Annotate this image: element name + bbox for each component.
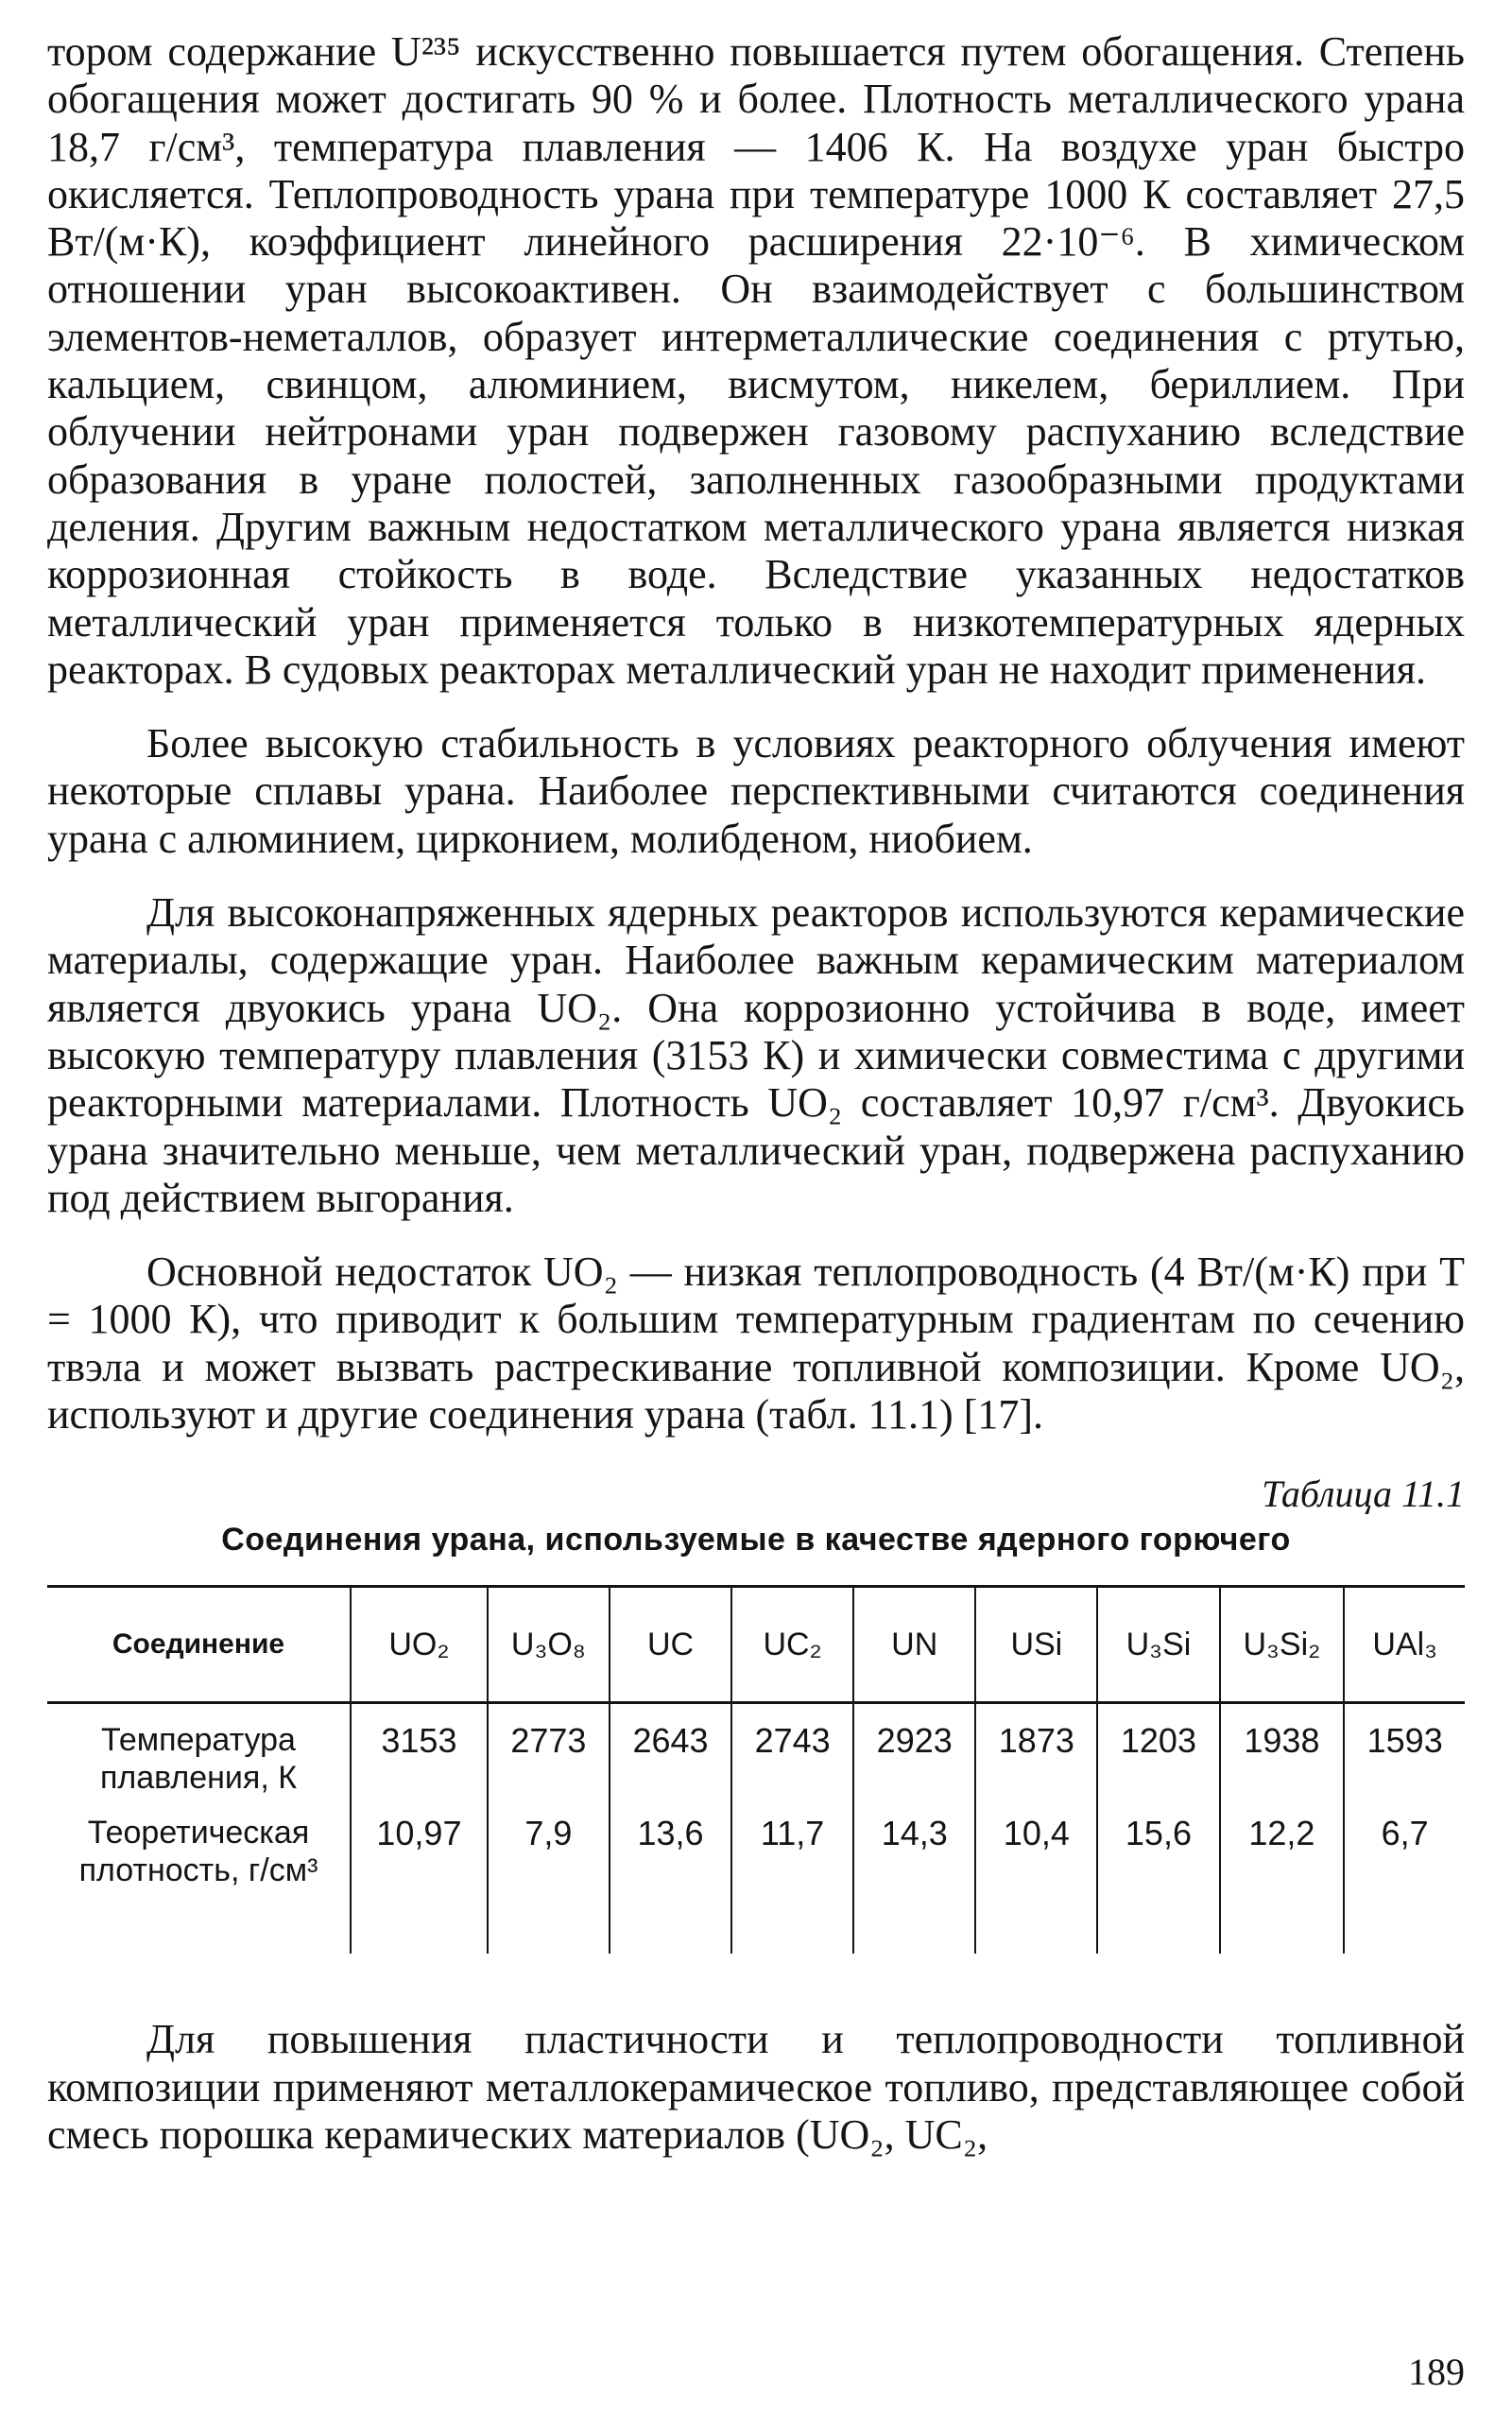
table-cell: 2643 <box>610 1703 731 1798</box>
header-col: U₃Si₂ <box>1220 1587 1345 1703</box>
table-cell: 2743 <box>731 1703 853 1798</box>
table-cell: 7,9 <box>488 1797 610 1889</box>
header-col: UN <box>853 1587 975 1703</box>
header-col: U₃O₈ <box>488 1587 610 1703</box>
table-cell: 1938 <box>1220 1703 1345 1798</box>
table-row-melting <box>47 1703 1465 1798</box>
paragraph-2: Более высокую стабильность в условиях реакторного облучения имеют некоторые сплавы урана. Наиболее перспективными считаются соединения урана с алюминием, цирконием, молибденом, ниобием. <box>47 720 1465 862</box>
table-header-row <box>47 1587 1465 1703</box>
spacer-cell <box>731 1889 853 1954</box>
table-cell: 2773 <box>488 1703 610 1798</box>
page-number: 189 <box>1408 2351 1465 2393</box>
table-cell: 1873 <box>975 1703 1097 1798</box>
spacer-cell <box>1344 1889 1465 1954</box>
spacer-cell <box>975 1889 1097 1954</box>
closing-paragraph: Для повышения пластичности и теплопроводности топливной композиции применяют металлокерамическое топливо, представляющее собой смесь порошка керамических материалов (UO₂, UC₂, <box>47 2016 1465 2158</box>
page-body <box>47 28 1465 2159</box>
table-title: Соединения урана, используемые в качестве ядерного горючего <box>221 1522 1291 1559</box>
spacer-cell <box>351 1889 488 1954</box>
header-col: UO₂ <box>351 1587 488 1703</box>
paragraph-4: Основной недостаток UO₂ — низкая теплопроводность (4 Вт/(м·К) при T = 1000 К), что приводит к большим температурным градиентам по сечению твэла и может вызвать растрескивание топливной композиции. Кроме UO₂, используют и другие соединения урана (табл. 11.1) [17]. <box>47 1249 1465 1438</box>
paragraph-1: тором содержание U²³⁵ искусственно повышается путем обогащения. Степень обогащения может достигать 90 % и более. Плотность металлического урана 18,7 г/см³, температура плавления — 1406 К. На воздухе уран быстро окисляется. Теплопроводность урана при температуре 1000 К составляет 27,5 Вт/(м·К), коэффициент линейного расширения 22·10⁻⁶. В химическом отношении уран высокоактивен. Он взаимодействует с большинством элементов-неметаллов, образует интерметаллические соединения с ртутью, кальцием, свинцом, алюминием, висмутом, никелем, бериллием. При облучении нейтронами уран подвержен газовому распуханию вследствие образования в уране полостей, заполненных газообразными продуктами деления. Другим важным недостатком металлического урана является низкая коррозионная стойкость в воде. Вследствие указанных недостатков металлический уран применяется только в низкотемпературных ядерных реакторах. В судовых реакторах металлический уран не находит применения. <box>47 28 1465 693</box>
header-col: UC₂ <box>731 1587 853 1703</box>
spacer-cell <box>488 1889 610 1954</box>
table-cell: 13,6 <box>610 1797 731 1889</box>
table-cell: 6,7 <box>1344 1797 1465 1889</box>
header-col: UAl₃ <box>1344 1587 1465 1703</box>
paragraph-3: Для высоконапряженных ядерных реакторов используются керамические материалы, содержащие уран. Наиболее важным керамическим материалом является двуокись урана UO₂. Она коррозионно устойчива в воде, имеет высокую температуру плавления (3153 К) и химически совместима с другими реакторными материалами. Плотность UO₂ составляет 10,97 г/см³. Двуокись урана значительно меньше, чем металлический уран, подвержена распуханию под действием выгорания. <box>47 889 1465 1221</box>
table-cell: 10,4 <box>975 1797 1097 1889</box>
table-cell: 11,7 <box>731 1797 853 1889</box>
table-label: Таблица 11.1 <box>1262 1472 1465 1516</box>
table-cell: 10,97 <box>351 1797 488 1889</box>
table-cell: 15,6 <box>1097 1797 1219 1889</box>
spacer-cell <box>1097 1889 1219 1954</box>
table-cell: 2923 <box>853 1703 975 1798</box>
table-cell: 3153 <box>351 1703 488 1798</box>
spacer-cell <box>853 1889 975 1954</box>
row-label-melting: Температура плавления, К <box>99 1722 298 1797</box>
table-cell: 14,3 <box>853 1797 975 1889</box>
table-spacer-row <box>47 1889 1465 1954</box>
header-col: USi <box>975 1587 1097 1703</box>
compounds-table <box>47 1585 1465 1954</box>
row-label-density: Теоретическая плотность, г/см³ <box>78 1815 318 1889</box>
spacer-cell <box>47 1889 351 1954</box>
spacer-cell <box>610 1889 731 1954</box>
table-cell: 1593 <box>1344 1703 1465 1798</box>
header-col: UC <box>610 1587 731 1703</box>
spacer-cell <box>1220 1889 1345 1954</box>
header-compound: Соединение <box>112 1628 285 1661</box>
header-col: U₃Si <box>1097 1587 1219 1703</box>
table-cell: 12,2 <box>1220 1797 1345 1889</box>
table-row-density <box>47 1797 1465 1889</box>
table-cell: 1203 <box>1097 1703 1219 1798</box>
